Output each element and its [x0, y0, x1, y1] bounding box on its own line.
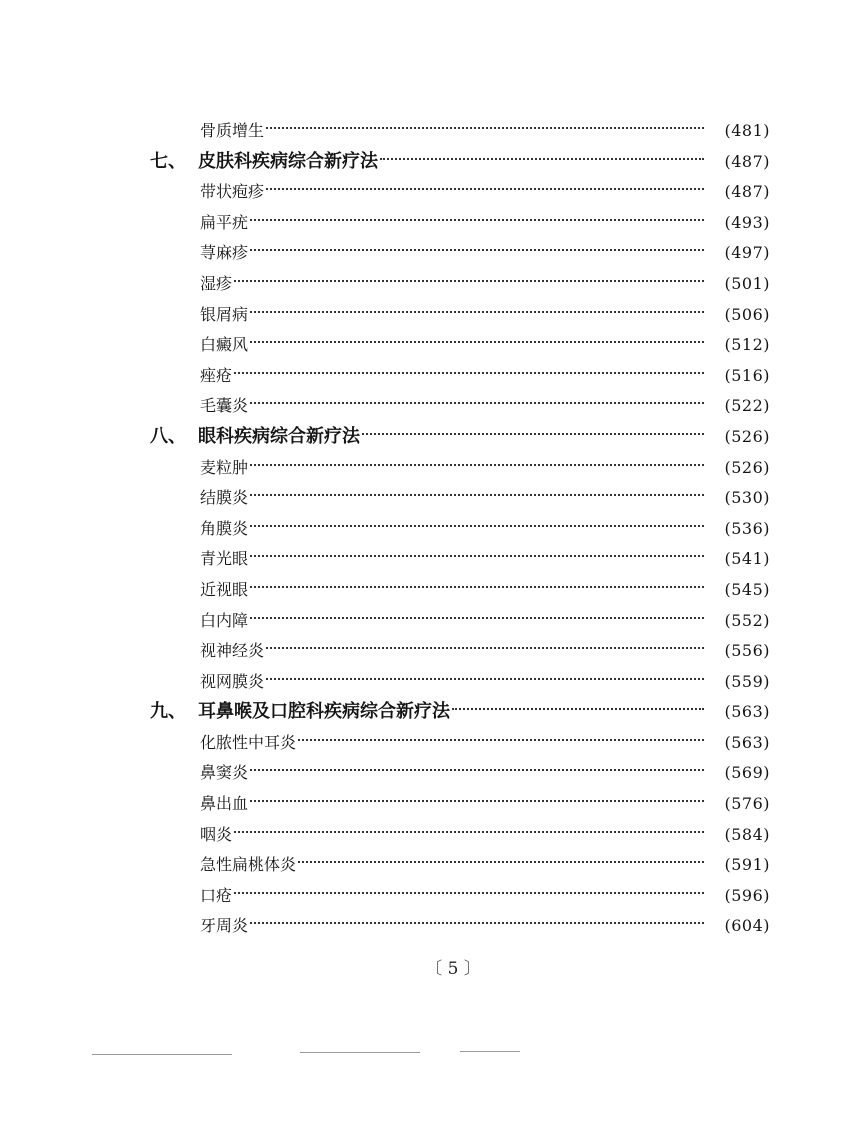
- toc-page-number: (487): [724, 182, 770, 202]
- dot-leader: [250, 586, 704, 588]
- toc-entry-row: [150, 667, 770, 698]
- toc-entry-title: 口疮: [200, 885, 233, 905]
- page-number: 〔 5 〕: [425, 959, 481, 979]
- toc-page-number: (526): [724, 426, 770, 446]
- toc-page-number: (536): [724, 518, 770, 538]
- toc-entry-row: [150, 177, 770, 208]
- toc-entry-row: [150, 116, 770, 147]
- toc-entry-row: [150, 208, 770, 239]
- toc-page-number: (584): [724, 824, 770, 844]
- toc-entry-title: 急性扁桃体炎: [200, 855, 297, 875]
- toc-entry-row: [150, 300, 770, 331]
- toc-page-number: (591): [724, 855, 770, 875]
- toc-entry-title: 视网膜炎: [200, 671, 265, 691]
- toc-entry-title: 白癜风: [200, 335, 249, 355]
- toc-entry-row: [150, 514, 770, 545]
- toc-page-number: (506): [724, 304, 770, 324]
- toc-section-row: [150, 147, 770, 178]
- toc-page-number: (563): [724, 732, 770, 752]
- toc-entry-row: [150, 453, 770, 484]
- toc-page-number: (481): [724, 121, 770, 140]
- toc-entry-row: [150, 269, 770, 300]
- dot-leader: [452, 708, 704, 710]
- table-of-contents: [150, 116, 770, 942]
- toc-entry-row: [150, 789, 770, 820]
- toc-page-number: (556): [724, 641, 770, 661]
- toc-entry-row: [150, 330, 770, 361]
- toc-entry-title: 咽炎: [200, 824, 233, 844]
- dot-leader: [234, 372, 704, 374]
- toc-page-number: (501): [724, 273, 770, 293]
- toc-section-title: [150, 697, 450, 728]
- dot-leader: [250, 249, 704, 251]
- dot-leader: [266, 678, 704, 680]
- toc-section-number: 八、: [150, 425, 186, 447]
- toc-entry-row: [150, 636, 770, 667]
- dot-leader: [250, 341, 704, 343]
- toc-entry-row: [150, 483, 770, 514]
- dot-leader: [250, 525, 704, 527]
- toc-entry-row: [150, 911, 770, 942]
- toc-page-number: (526): [724, 457, 770, 477]
- toc-entry-row: [150, 575, 770, 606]
- dot-leader: [250, 555, 704, 557]
- dot-leader: [250, 402, 704, 404]
- toc-entry-title: 扁平疣: [200, 212, 249, 232]
- toc-section-title: [150, 422, 360, 453]
- toc-section-title: [150, 147, 378, 178]
- toc-page-number: (516): [724, 365, 770, 385]
- toc-entry-title: 鼻出血: [200, 794, 249, 814]
- toc-entry-title: 角膜炎: [200, 518, 249, 538]
- dot-leader: [380, 158, 704, 160]
- toc-page-number: (545): [724, 579, 770, 599]
- toc-entry-title: 近视眼: [200, 579, 249, 599]
- toc-entry-row: [150, 758, 770, 789]
- toc-page-number: (563): [724, 702, 770, 722]
- toc-entry-row: [150, 391, 770, 422]
- toc-entry-title: 痤疮: [200, 365, 233, 385]
- toc-page-number: (541): [724, 549, 770, 569]
- toc-page-number: (512): [724, 335, 770, 355]
- toc-entry-row: [150, 850, 770, 881]
- toc-entry-title: 湿疹: [200, 273, 233, 293]
- toc-page-number: (530): [724, 488, 770, 508]
- dot-leader: [250, 769, 704, 771]
- dot-leader: [250, 219, 704, 221]
- dot-leader: [266, 647, 704, 649]
- toc-section-row: [150, 422, 770, 453]
- toc-entry-row: [150, 820, 770, 851]
- toc-section-label: 眼科疾病综合新疗法: [198, 425, 360, 447]
- toc-entry-title: 鼻窦炎: [200, 763, 249, 783]
- toc-page-number: (552): [724, 610, 770, 630]
- toc-entry-title: 青光眼: [200, 549, 249, 569]
- toc-entry-row: [150, 238, 770, 269]
- toc-entry-row: [150, 728, 770, 759]
- toc-entry-title: 白内障: [200, 610, 249, 630]
- dot-leader: [250, 800, 704, 802]
- toc-entry-title: 结膜炎: [200, 488, 249, 508]
- toc-page-number: (522): [724, 396, 770, 416]
- toc-page-number: (569): [724, 763, 770, 783]
- dot-leader: [250, 922, 704, 924]
- toc-page-number: (497): [724, 243, 770, 263]
- toc-entry-row: [150, 361, 770, 392]
- toc-page-number: (559): [724, 671, 770, 691]
- toc-entry-title: 带状疱疹: [200, 182, 265, 202]
- toc-section-label: 耳鼻喉及口腔科疾病综合新疗法: [198, 701, 450, 723]
- dot-leader: [250, 494, 704, 496]
- dot-leader: [298, 861, 704, 863]
- dot-leader: [250, 311, 704, 313]
- dot-leader: [266, 188, 704, 190]
- toc-section-label: 皮肤科疾病综合新疗法: [198, 150, 378, 172]
- toc-entry-title: 视神经炎: [200, 641, 265, 661]
- toc-section-number: 九、: [150, 701, 186, 723]
- toc-page-number: (576): [724, 794, 770, 814]
- toc-entry-title: 化脓性中耳炎: [200, 732, 297, 752]
- toc-entry-title: 银屑病: [200, 304, 249, 324]
- dot-leader: [250, 617, 704, 619]
- toc-entry-title: 牙周炎: [200, 916, 249, 936]
- dot-leader: [362, 433, 704, 435]
- dot-leader: [250, 464, 704, 466]
- toc-entry-row: [150, 606, 770, 637]
- toc-entry-row: [150, 544, 770, 575]
- toc-page-number: (604): [724, 916, 770, 936]
- toc-entry-row: [150, 881, 770, 912]
- toc-section-row: [150, 697, 770, 728]
- dot-leader: [298, 739, 704, 741]
- dot-leader: [266, 127, 704, 129]
- scan-artifact: [300, 1052, 420, 1053]
- scan-artifact: [92, 1054, 232, 1055]
- toc-page-number: (487): [724, 151, 770, 171]
- toc-page-number: (596): [724, 885, 770, 905]
- dot-leader: [234, 831, 704, 833]
- toc-entry-title: 骨质增生: [200, 121, 265, 140]
- dot-leader: [234, 892, 704, 894]
- scan-artifact: [460, 1051, 520, 1052]
- toc-section-number: 七、: [150, 150, 186, 172]
- toc-page-number: (493): [724, 212, 770, 232]
- toc-entry-title: 荨麻疹: [200, 243, 249, 263]
- dot-leader: [234, 280, 704, 282]
- toc-entry-title: 毛囊炎: [200, 396, 249, 416]
- toc-entry-title: 麦粒肿: [200, 457, 249, 477]
